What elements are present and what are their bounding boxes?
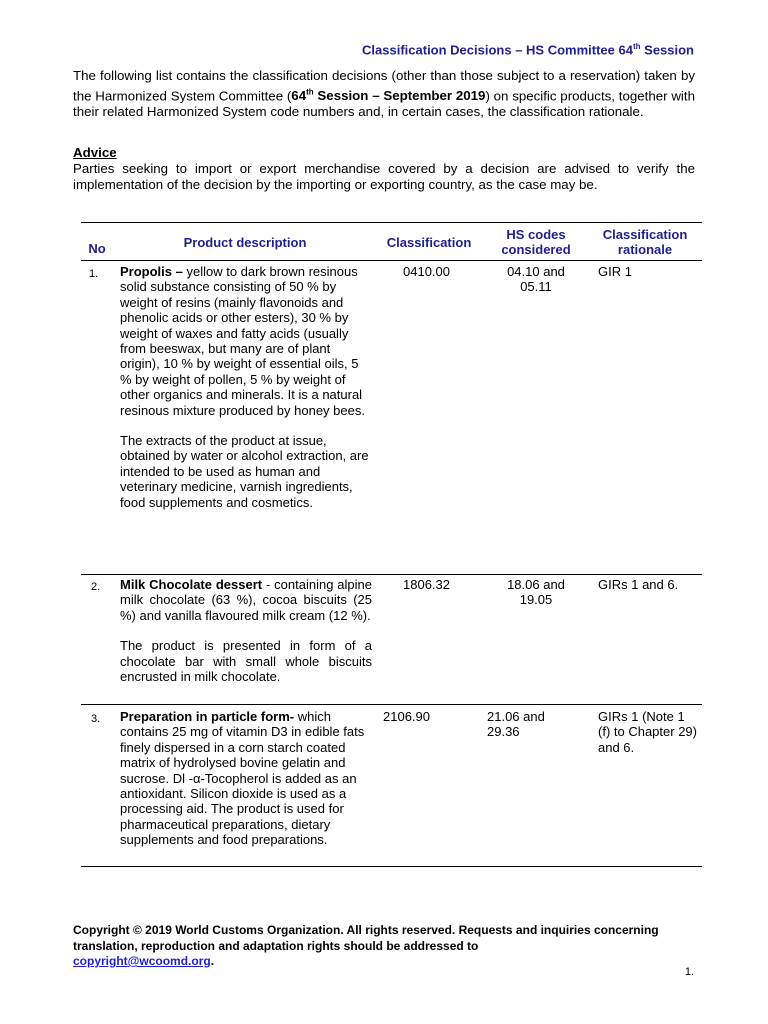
intro-paragraph: The following list contains the classification decisions (other than those subject to a reservation) taken by the Harmonized System Committee (64th Session – September 2019) on specific products, together with their related Harmonized System code numbers and, in certain cases, the classification rationale. xyxy=(73,68,695,120)
advice-text: Parties seeking to import or export merchandise covered by a decision are advised to verify the implementation of the decision by the importing or exporting country, as the case may be. xyxy=(73,161,695,192)
row-classification: 0410.00 xyxy=(403,264,450,279)
col-header-rationale: Classification rationale xyxy=(602,227,688,257)
row-number: 2. xyxy=(91,581,101,593)
copyright-footer: Copyright © 2019 World Customs Organization. All rights reserved. Requests and inquiries concerning translation, reproduction and adaptation rights should be addressed to copyright@wcoomd.org. xyxy=(73,923,659,968)
page-header-title: Classification Decisions – HS Committee 64th Session xyxy=(362,42,694,58)
row-hs-codes: 04.10 and 05.11 xyxy=(507,264,565,295)
row-rationale: GIRs 1 (Note 1 (f) to Chapter 29) and 6. xyxy=(598,709,697,755)
row-divider xyxy=(81,574,702,575)
table-top-rule xyxy=(81,222,702,223)
row-description: Preparation in particle form- which contains 25 mg of vitamin D3 in edible fats finely dispersed in a corn starch coated matrix of hydrolysed bovine gelatin and sucrose. Dl -α-Tocopherol is added as an antioxidant. Silicon dioxide is used as a processing aid. The product is used for pharmaceutical preparations, dietary supplements and food preparations. xyxy=(120,709,365,848)
row-description: Propolis – yellow to dark brown resinous solid substance consisting of 50 % by weight of resins (mainly flavonoids and phenolic acids or other esters), 30 % by weight of waxes and fatty acids (usually from beeswax, but many are of plant origin), 10 % by weight of essential oils, 5 % by weight of pollen, 5 % by weight of other organics and minerals. It is a natural resinous mixture produced by honey bees. The extracts of the product at issue, obtained by water or alcohol extraction, are intended to be used as human and veterinary medicine, varnish ingredients, food supplements and cosmetics. xyxy=(120,264,369,510)
row-divider xyxy=(81,704,702,705)
col-header-classification: Classification xyxy=(386,235,472,250)
row-rationale: GIR 1 xyxy=(598,264,632,279)
row-hs-codes: 21.06 and 29.36 xyxy=(487,709,545,740)
row-hs-codes: 18.06 and 19.05 xyxy=(507,577,565,608)
row-classification: 1806.32 xyxy=(403,577,450,592)
copyright-email-link[interactable]: copyright@wcoomd.org xyxy=(73,954,211,968)
row-number: 3. xyxy=(91,713,101,725)
row-description: Milk Chocolate dessert - containing alpine milk chocolate (63 %), cocoa biscuits (25 %) and vanilla flavoured milk cream (12 %). The product is presented in form of a chocolate bar with small whole biscuits encrusted in milk chocolate. xyxy=(120,577,372,685)
row-rationale: GIRs 1 and 6. xyxy=(598,577,679,592)
row-number: 1. xyxy=(89,268,99,280)
table-bottom-rule xyxy=(81,866,702,867)
col-header-description: Product description xyxy=(183,235,307,250)
page-number: 1. xyxy=(684,966,694,978)
col-header-no: No xyxy=(88,241,106,256)
header-bottom-rule xyxy=(81,260,702,261)
advice-heading: Advice xyxy=(73,145,117,160)
row-classification: 2106.90 xyxy=(383,709,430,724)
col-header-hs-codes: HS codes considered xyxy=(501,227,571,257)
